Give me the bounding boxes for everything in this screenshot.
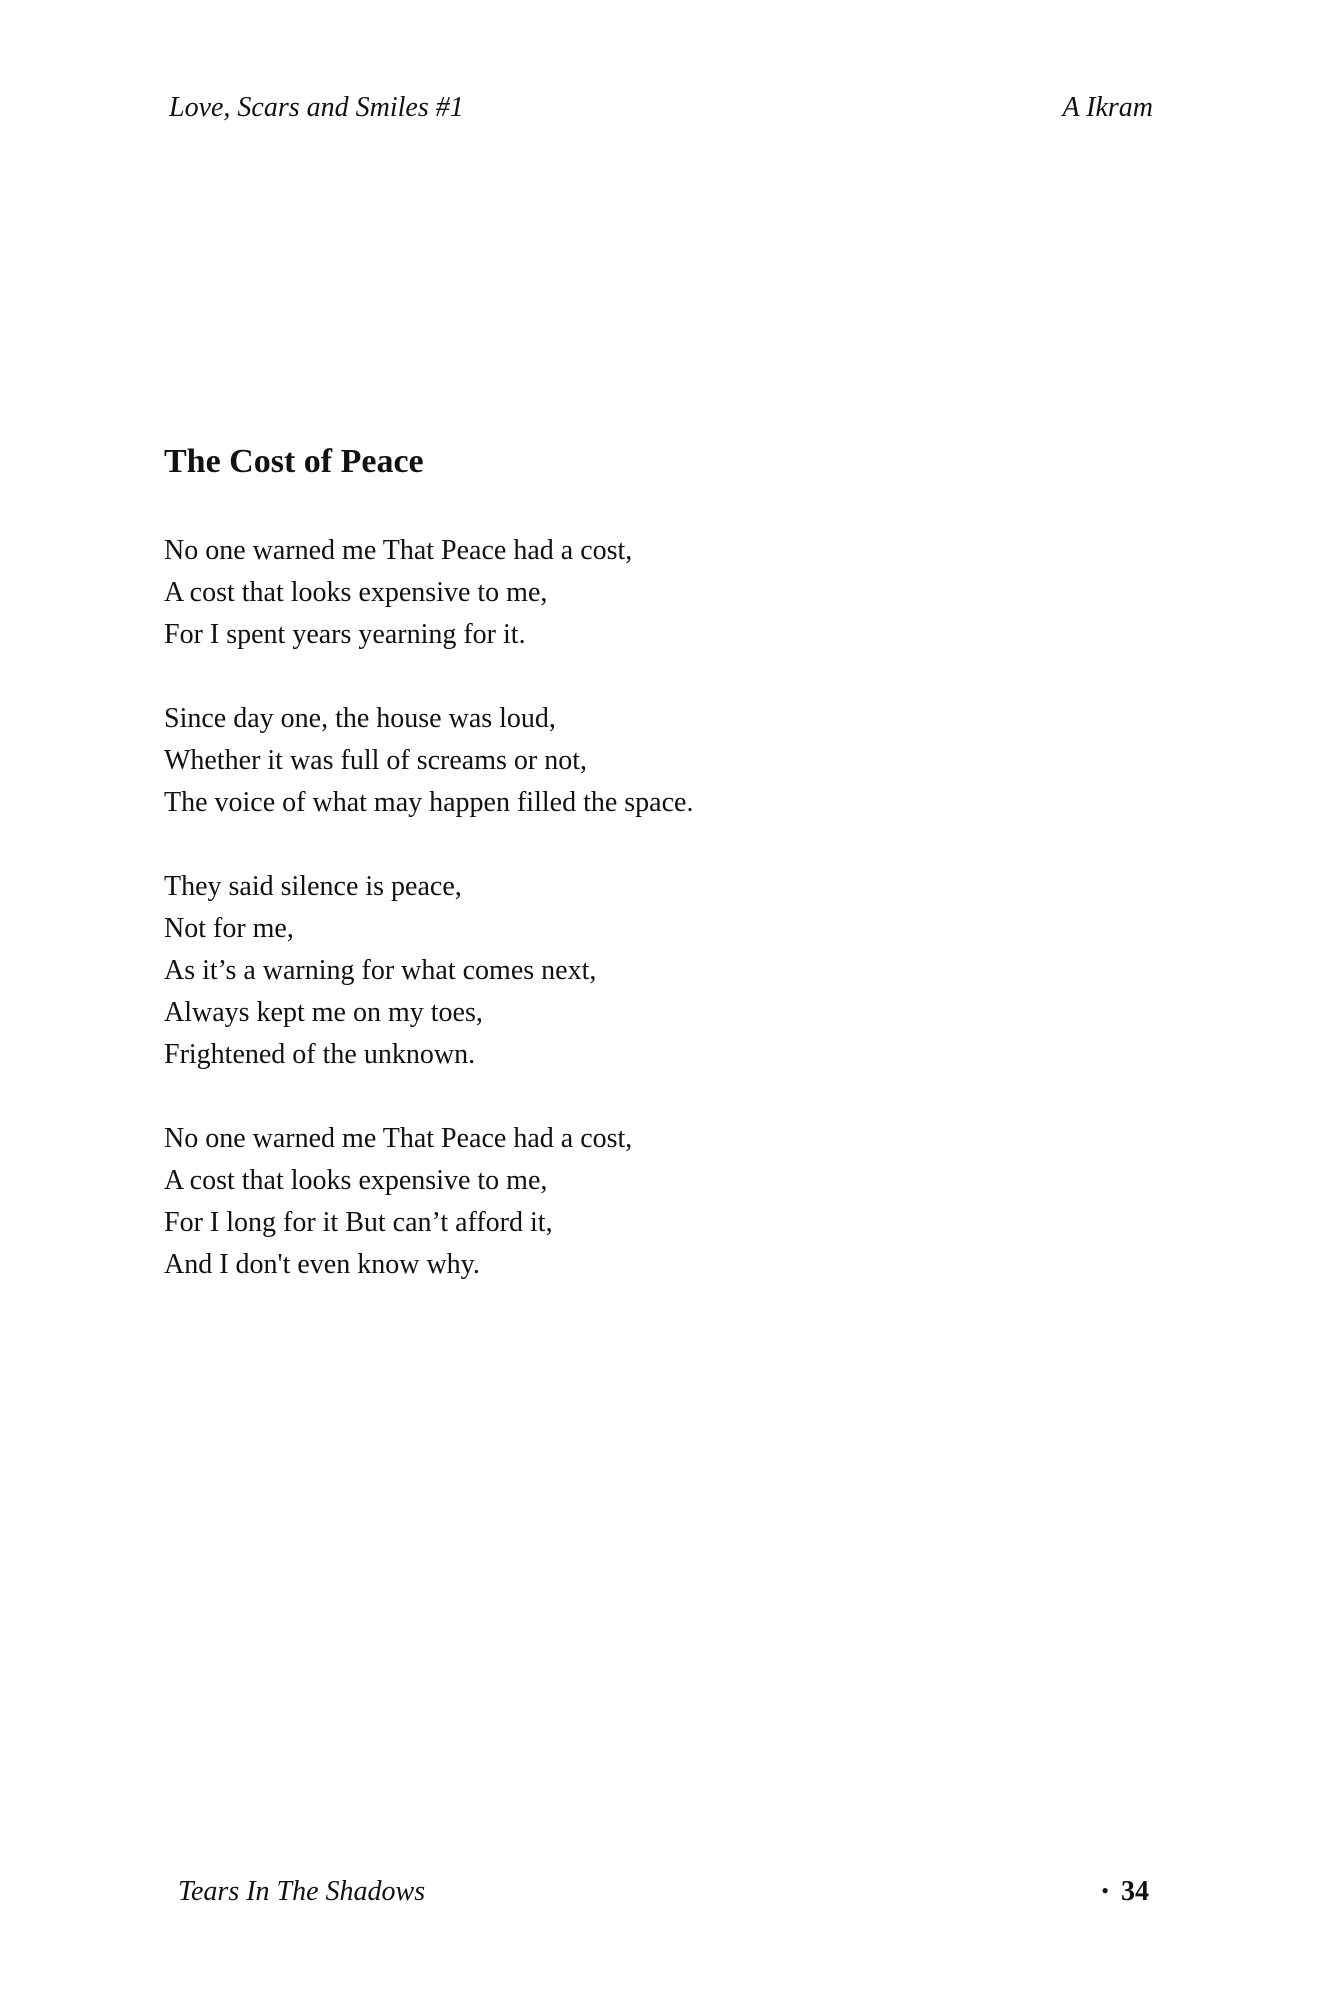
poem-line: Frightened of the unknown. — [164, 1039, 476, 1070]
page-number: 34 — [1121, 1876, 1149, 1907]
running-header-author: A Ikram — [1062, 92, 1153, 123]
poem-line: Since day one, the house was loud, — [164, 703, 556, 734]
poem-title: The Cost of Peace — [164, 443, 424, 480]
page-number-block — [1101, 1876, 1149, 1908]
stanza-1 — [164, 530, 1164, 656]
running-header-series: Love, Scars and Smiles #1 — [169, 92, 464, 123]
running-footer-book-title: Tears In The Shadows — [178, 1876, 426, 1907]
bullet-icon: • — [1101, 1878, 1109, 1903]
stanza-4 — [164, 1118, 1164, 1286]
poem-line: No one warned me That Peace had a cost, — [164, 535, 633, 566]
poem-line: For I spent years yearning for it. — [164, 619, 526, 650]
poem-line: They said silence is peace, — [164, 871, 462, 902]
poem-line: Whether it was full of screams or not, — [164, 745, 587, 776]
poem-line: The voice of what may happen filled the space. — [164, 787, 694, 818]
poem-line: For I long for it But can’t afford it, — [164, 1207, 553, 1238]
poem-line: No one warned me That Peace had a cost, — [164, 1123, 633, 1154]
poem-line: And I don't even know why. — [164, 1249, 480, 1280]
poem-line: A cost that looks expensive to me, — [164, 577, 548, 608]
poem-line: As it’s a warning for what comes next, — [164, 955, 597, 986]
poem-body — [164, 530, 1164, 1328]
poem-line: Always kept me on my toes, — [164, 997, 483, 1028]
stanza-2 — [164, 698, 1164, 824]
stanza-3 — [164, 866, 1164, 1076]
poem-line: A cost that looks expensive to me, — [164, 1165, 548, 1196]
poem-line: Not for me, — [164, 913, 294, 944]
